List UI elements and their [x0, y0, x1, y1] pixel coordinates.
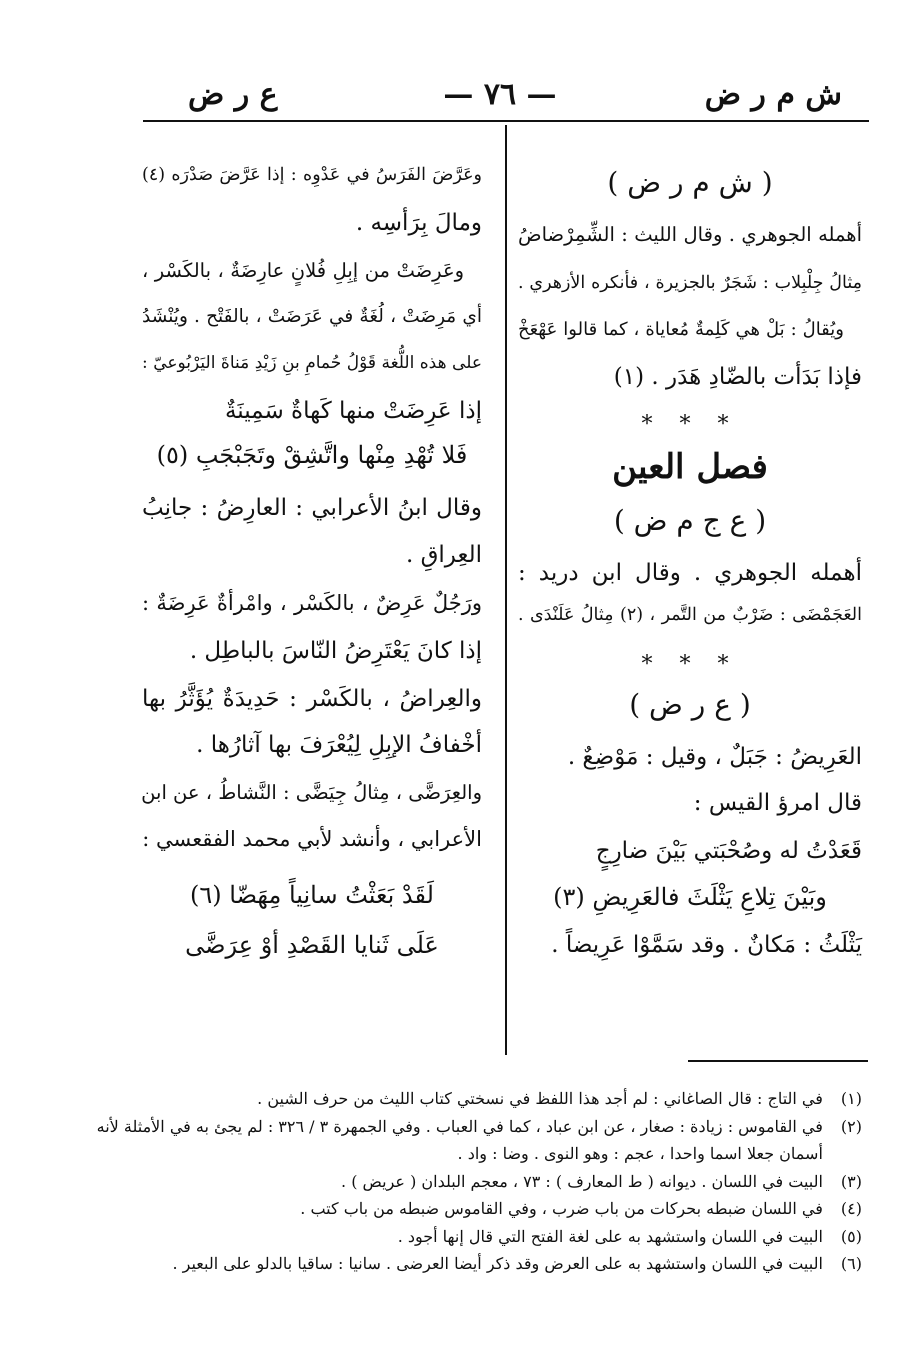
text-line: العِراقِ .: [405, 542, 482, 568]
text-line: أخْفافُ الإبِلِ لِيُعْرَفَ بها آثارُها .: [196, 732, 482, 758]
chapter-heading: فصل العين: [612, 447, 768, 487]
verse-line: لَقَدْ بَعَثْتُ سانِياً مِهَضّا (٦): [190, 881, 434, 909]
text-line: على هذه اللُّغة قَوْلُ حُمامِ بنِ زَيْدِ مَناةَ اليَرْبُوعيّ :: [142, 353, 482, 373]
footnote-number: (١): [840, 1089, 862, 1108]
text-line: ويُقالُ : بَلْ هي كَلِمةٌ مُعاياة ، كما قالوا عَهْعَخْ: [518, 319, 844, 340]
text-line: ورَجُلٌ عَرِضٌ ، بالكَسْر ، وامْرأةٌ عَرِضَةٌ :: [142, 591, 482, 615]
footnote-text: أسمان جعلا اسما واحدا ، عجم : وهو النوى . وضا : واد .: [457, 1144, 828, 1163]
text-line: والعِرَضَّى ، مِثالُ جِيَضَّى : النَّشاطُ ، عن ابن: [141, 781, 482, 804]
text-line: والعِراضُ ، بالكَسْر : حَدِيدَةٌ يُؤَثَّرُ بها: [142, 686, 482, 712]
right-column: [518, 125, 862, 1050]
text-line: أي مَرِضَتْ ، لُغَةٌ في عَرَضَتْ ، بالفَتْح . ويُنْشَدُ: [142, 306, 482, 327]
left-column: [142, 125, 482, 1050]
footnote-text: في اللسان ضبطه بحركات من باب ضرب ، وفي القاموس ضبطه من باب كتب .: [300, 1199, 828, 1218]
verse-line: فَلا تُهْدِ مِنْها واتَّشِقْ وتَجَبْجَبِ (٥): [156, 441, 468, 469]
text-line: يَثْلَثُ : مَكانٌ . وقد سَمَّوْا عَرِيضاً .: [551, 932, 862, 958]
text-line: قال امرؤ القيس :: [693, 790, 862, 816]
running-head-right: ش م ر ض: [704, 77, 842, 112]
footnote: [30, 1168, 862, 1195]
text-line: وقال ابنُ الأعرابي : العارِضُ : جانِبُ: [142, 495, 482, 521]
text-line: فإذا بَدَأت بالضّادِ هَدَر . (١): [613, 364, 862, 390]
footnote-number: (٦): [840, 1254, 862, 1273]
text-line: إذا عَرِضَتْ منها كَهاةٌ سَمِينَةٌ: [224, 398, 482, 424]
footnote: [30, 1140, 862, 1167]
footnote: [30, 1195, 862, 1222]
column-separator: [505, 125, 507, 1055]
footnote: [30, 1113, 862, 1140]
text-line: مِثالُ جِلْبِلاب : شَجَرٌ بالجزيرة ، فأنكره الأزهري .: [518, 273, 862, 293]
text-line: العَرِيضُ : جَبَلٌ ، وقيل : مَوْضِعٌ .: [567, 744, 862, 770]
page-number: — ٧٦ —: [443, 77, 557, 112]
entry-heading: ( ع ج م ض ): [613, 504, 767, 537]
footnote-number: (٥): [840, 1226, 862, 1246]
text-line: وعَرِضَتْ من إبِلِ فُلانٍ عارِضَةٌ ، بالكَسْر ،: [142, 259, 464, 282]
entry-heading: ( ع ر ض ): [629, 688, 751, 721]
header-rule: [143, 120, 869, 122]
footnote-text: في القاموس : زيادة : صغار ، عن ابن عباد ، كما في العباب . وفي الجمهرة ٣ / ٣٢٦ : لم يجئ به في الأمثلة لأنه: [96, 1116, 828, 1136]
text-line: ومالَ بِرَأسِه .: [355, 210, 482, 236]
text-line: الأعرابي ، وأنشد لأبي محمد الفقعسي :: [142, 827, 482, 851]
footnote: [30, 1223, 862, 1250]
text-line: أهمله الجوهري . وقال ابن دريد :: [518, 560, 862, 586]
footnote-number: (٢): [840, 1116, 862, 1136]
section-divider: * * *: [641, 652, 739, 677]
verse-line: عَلَى ثَنايا القَصْدِ أوْ عِرَضَّى: [185, 931, 439, 959]
text-line: وعَرَّضَ الفَرَسُ في عَدْوِه : إذا عَرَّضَ صَدْرَه (٤): [142, 165, 482, 185]
entry-heading: ( ش م ر ض ): [607, 166, 773, 199]
text-line: العَجَمْضَى : ضَرْبٌ من التَّمر ، (٢) مِثالُ عَلَنْدَى .: [518, 605, 862, 625]
footnote-number: (٣): [840, 1171, 862, 1191]
text-line: إذا كانَ يَعْتَرِضُ النّاسَ بالباطِل .: [189, 638, 482, 664]
footnote: [30, 1250, 862, 1277]
text-line: أهمله الجوهري . وقال الليث : الشِّمِرْضاضُ: [518, 223, 862, 246]
footnote-text: البيت في اللسان واستشهد به على لغة الفتح التي قال إنها أجود .: [397, 1226, 828, 1246]
footnote-number: (٤): [840, 1199, 862, 1218]
footnote-text: البيت في اللسان . ديوانه ( ط المعارف ) : ٧٣ ، معجم البلدان ( عريض ) .: [341, 1171, 828, 1191]
footnote-text: البيت في اللسان واستشهد به على العرض وقد ذكر أيضا العرضى . سانيا : ساقيا بالدلو على البعير .: [172, 1254, 828, 1273]
section-divider: * * *: [641, 412, 739, 437]
footnote: [30, 1085, 862, 1112]
text-line: قَعَدْتُ له وصُحْبَتي بَيْنَ ضارِجٍ: [595, 838, 862, 864]
verse-line: وبَيْنَ تِلاعِ يَثْلَثَ فالعَرِيضِ (٣): [553, 883, 827, 911]
running-head-left: ع ر ض: [188, 77, 278, 112]
footnote-rule: [688, 1060, 868, 1062]
footnote-text: في التاج : قال الصاغاني : لم أجد هذا اللفظ في نسختي كتاب الليث من حرف الشين .: [257, 1089, 828, 1108]
